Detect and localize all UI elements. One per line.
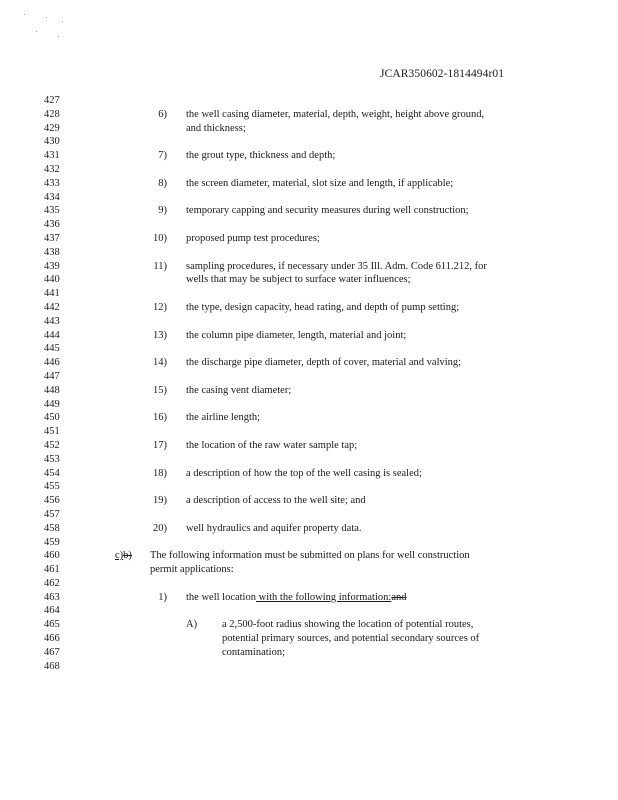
scan-speck: [62, 21, 63, 22]
subsection-text: The following information must be submitted on plans for well construction: [150, 550, 470, 562]
item-label: 12): [153, 301, 167, 313]
item-label: 17): [153, 439, 167, 451]
item-label: 15): [153, 384, 167, 396]
scan-speck: [58, 36, 59, 37]
item-text: the screen diameter, material, slot size and length, if applicable;: [186, 177, 454, 189]
item-text-cont: wells that may be subject to surface water influences;: [186, 274, 411, 286]
item-label: 7): [158, 150, 167, 162]
subsection-c: 460 c)b) The following information must be submitted on plans for well construction: [44, 550, 470, 562]
item-11: 439 11) sampling procedures, if necessary under 35 Ill. Adm. Code 611.212, for: [44, 260, 487, 272]
line-440: 440 wells that may be subject to surface water influences;: [44, 274, 411, 286]
line-443: 443: [44, 315, 60, 327]
item-label: 9): [158, 205, 167, 217]
item-text: the column pipe diameter, length, material and joint;: [186, 329, 407, 341]
line-466: 466 potential primary sources, and potential secondary sources of: [44, 633, 480, 645]
line-457: 457: [44, 508, 60, 520]
item-label: 14): [153, 357, 167, 369]
item-text: a 2,500-foot radius showing the location of potential routes,: [222, 619, 474, 631]
item-label: 20): [153, 522, 167, 534]
line-467: 467 contamination;: [44, 646, 285, 658]
item-label: 13): [153, 329, 167, 341]
item-text: well hydraulics and aquifer property data.: [186, 522, 362, 534]
item-label: 8): [158, 177, 167, 189]
line-427: 427: [44, 95, 60, 106]
scan-speck: [36, 31, 37, 32]
item-16: 450 16) the airline length;: [44, 412, 261, 424]
deleted-marker: b): [123, 550, 132, 562]
item-text: the grout type, thickness and depth;: [186, 150, 336, 162]
line-numbered-body: [0, 94, 618, 673]
line-459: 459: [44, 536, 60, 548]
item-text: the airline length;: [186, 412, 261, 424]
line-438: 438: [44, 246, 60, 258]
item-7: 431 7) the grout type, thickness and depth;: [44, 150, 336, 162]
item-8: 433 8) the screen diameter, material, slot size and length, if applicable;: [44, 177, 454, 189]
item-text: the casing vent diameter;: [186, 384, 292, 396]
subsection-text-cont: permit applications:: [150, 564, 234, 576]
item-label: A): [186, 619, 198, 631]
line-432: 432: [44, 163, 60, 175]
line-462: 462: [44, 577, 60, 589]
subsection-marker: [115, 549, 132, 563]
item-label: 1): [158, 591, 167, 603]
item-text: temporary capping and security measures during well construction;: [186, 205, 469, 217]
item-text-cont: potential primary sources, and potential secondary sources of: [222, 633, 480, 645]
item-6: 428 6) the well casing diameter, material, depth, weight, height above ground,: [44, 108, 485, 120]
item-19: 456 19) a description of access to the well site; and: [44, 495, 366, 507]
item-text-cont: contamination;: [222, 646, 285, 658]
line-430: 430: [44, 136, 60, 148]
deleted-text: and: [391, 591, 407, 603]
item-17: 452 17) the location of the raw water sample tap;: [44, 439, 358, 451]
line-445: 445: [44, 343, 60, 355]
item-c1: 463 1) the well location with the following information:and: [44, 591, 407, 603]
item-13: 444 13) the column pipe diameter, length, material and joint;: [44, 329, 407, 341]
line-468: 468: [44, 660, 60, 672]
item-label: 19): [153, 495, 167, 507]
item-14: 446 14) the discharge pipe diameter, depth of cover, material and valving;: [44, 357, 462, 369]
item-text-cont: and thickness;: [186, 122, 246, 134]
item-label: 10): [153, 232, 167, 244]
inserted-marker: c): [115, 550, 124, 562]
line-464: 464: [44, 605, 60, 617]
scan-speck: [46, 17, 47, 18]
item-text: the well casing diameter, material, depth, weight, height above ground,: [186, 108, 485, 120]
scan-speck: [24, 14, 25, 15]
item-label: 16): [153, 412, 167, 424]
item-A: 465 A) a 2,500-foot radius showing the location of potential routes,: [44, 619, 474, 631]
document-id: JCAR350602-1814494r01: [380, 68, 505, 80]
item-text: sampling procedures, if necessary under 35 Ill. Adm. Code 611.212, for: [186, 260, 487, 272]
item-text: a description of how the top of the well casing is sealed;: [186, 467, 422, 479]
line-434: 434: [44, 191, 60, 203]
line-447: 447: [44, 370, 60, 382]
item-text: the type, design capacity, head rating, and depth of pump setting;: [186, 301, 460, 313]
line-436: 436: [44, 219, 60, 231]
item-label: 6): [158, 108, 167, 120]
item-18: 454 18) a description of how the top of the well casing is sealed;: [44, 467, 422, 479]
line-429: 429 and thickness;: [44, 122, 246, 134]
line-453: 453: [44, 453, 60, 465]
item-label: 11): [153, 260, 167, 272]
item-text: the well location with the following information:and: [186, 591, 407, 603]
item-label: 18): [153, 467, 167, 479]
item-text: the discharge pipe diameter, depth of cover, material and valving;: [186, 357, 462, 369]
item-9: 435 9) temporary capping and security measures during well construction;: [44, 205, 469, 217]
line-461: 461 permit applications:: [44, 564, 234, 576]
item-text: a description of access to the well site; and: [186, 495, 366, 507]
line-449: 449: [44, 398, 60, 410]
line-441: 441: [44, 288, 60, 300]
line-455: 455: [44, 481, 60, 493]
item-15: 448 15) the casing vent diameter;: [44, 384, 292, 396]
line-451: 451: [44, 426, 60, 438]
inserted-text: with the following information:: [255, 591, 392, 603]
item-text: proposed pump test procedures;: [186, 232, 320, 244]
item-text: the location of the raw water sample tap;: [186, 439, 358, 451]
item-12: 442 12) the type, design capacity, head rating, and depth of pump setting;: [44, 301, 460, 313]
item-20: 458 20) well hydraulics and aquifer property data.: [44, 522, 362, 534]
item-10: 437 10) proposed pump test procedures;: [44, 232, 320, 244]
